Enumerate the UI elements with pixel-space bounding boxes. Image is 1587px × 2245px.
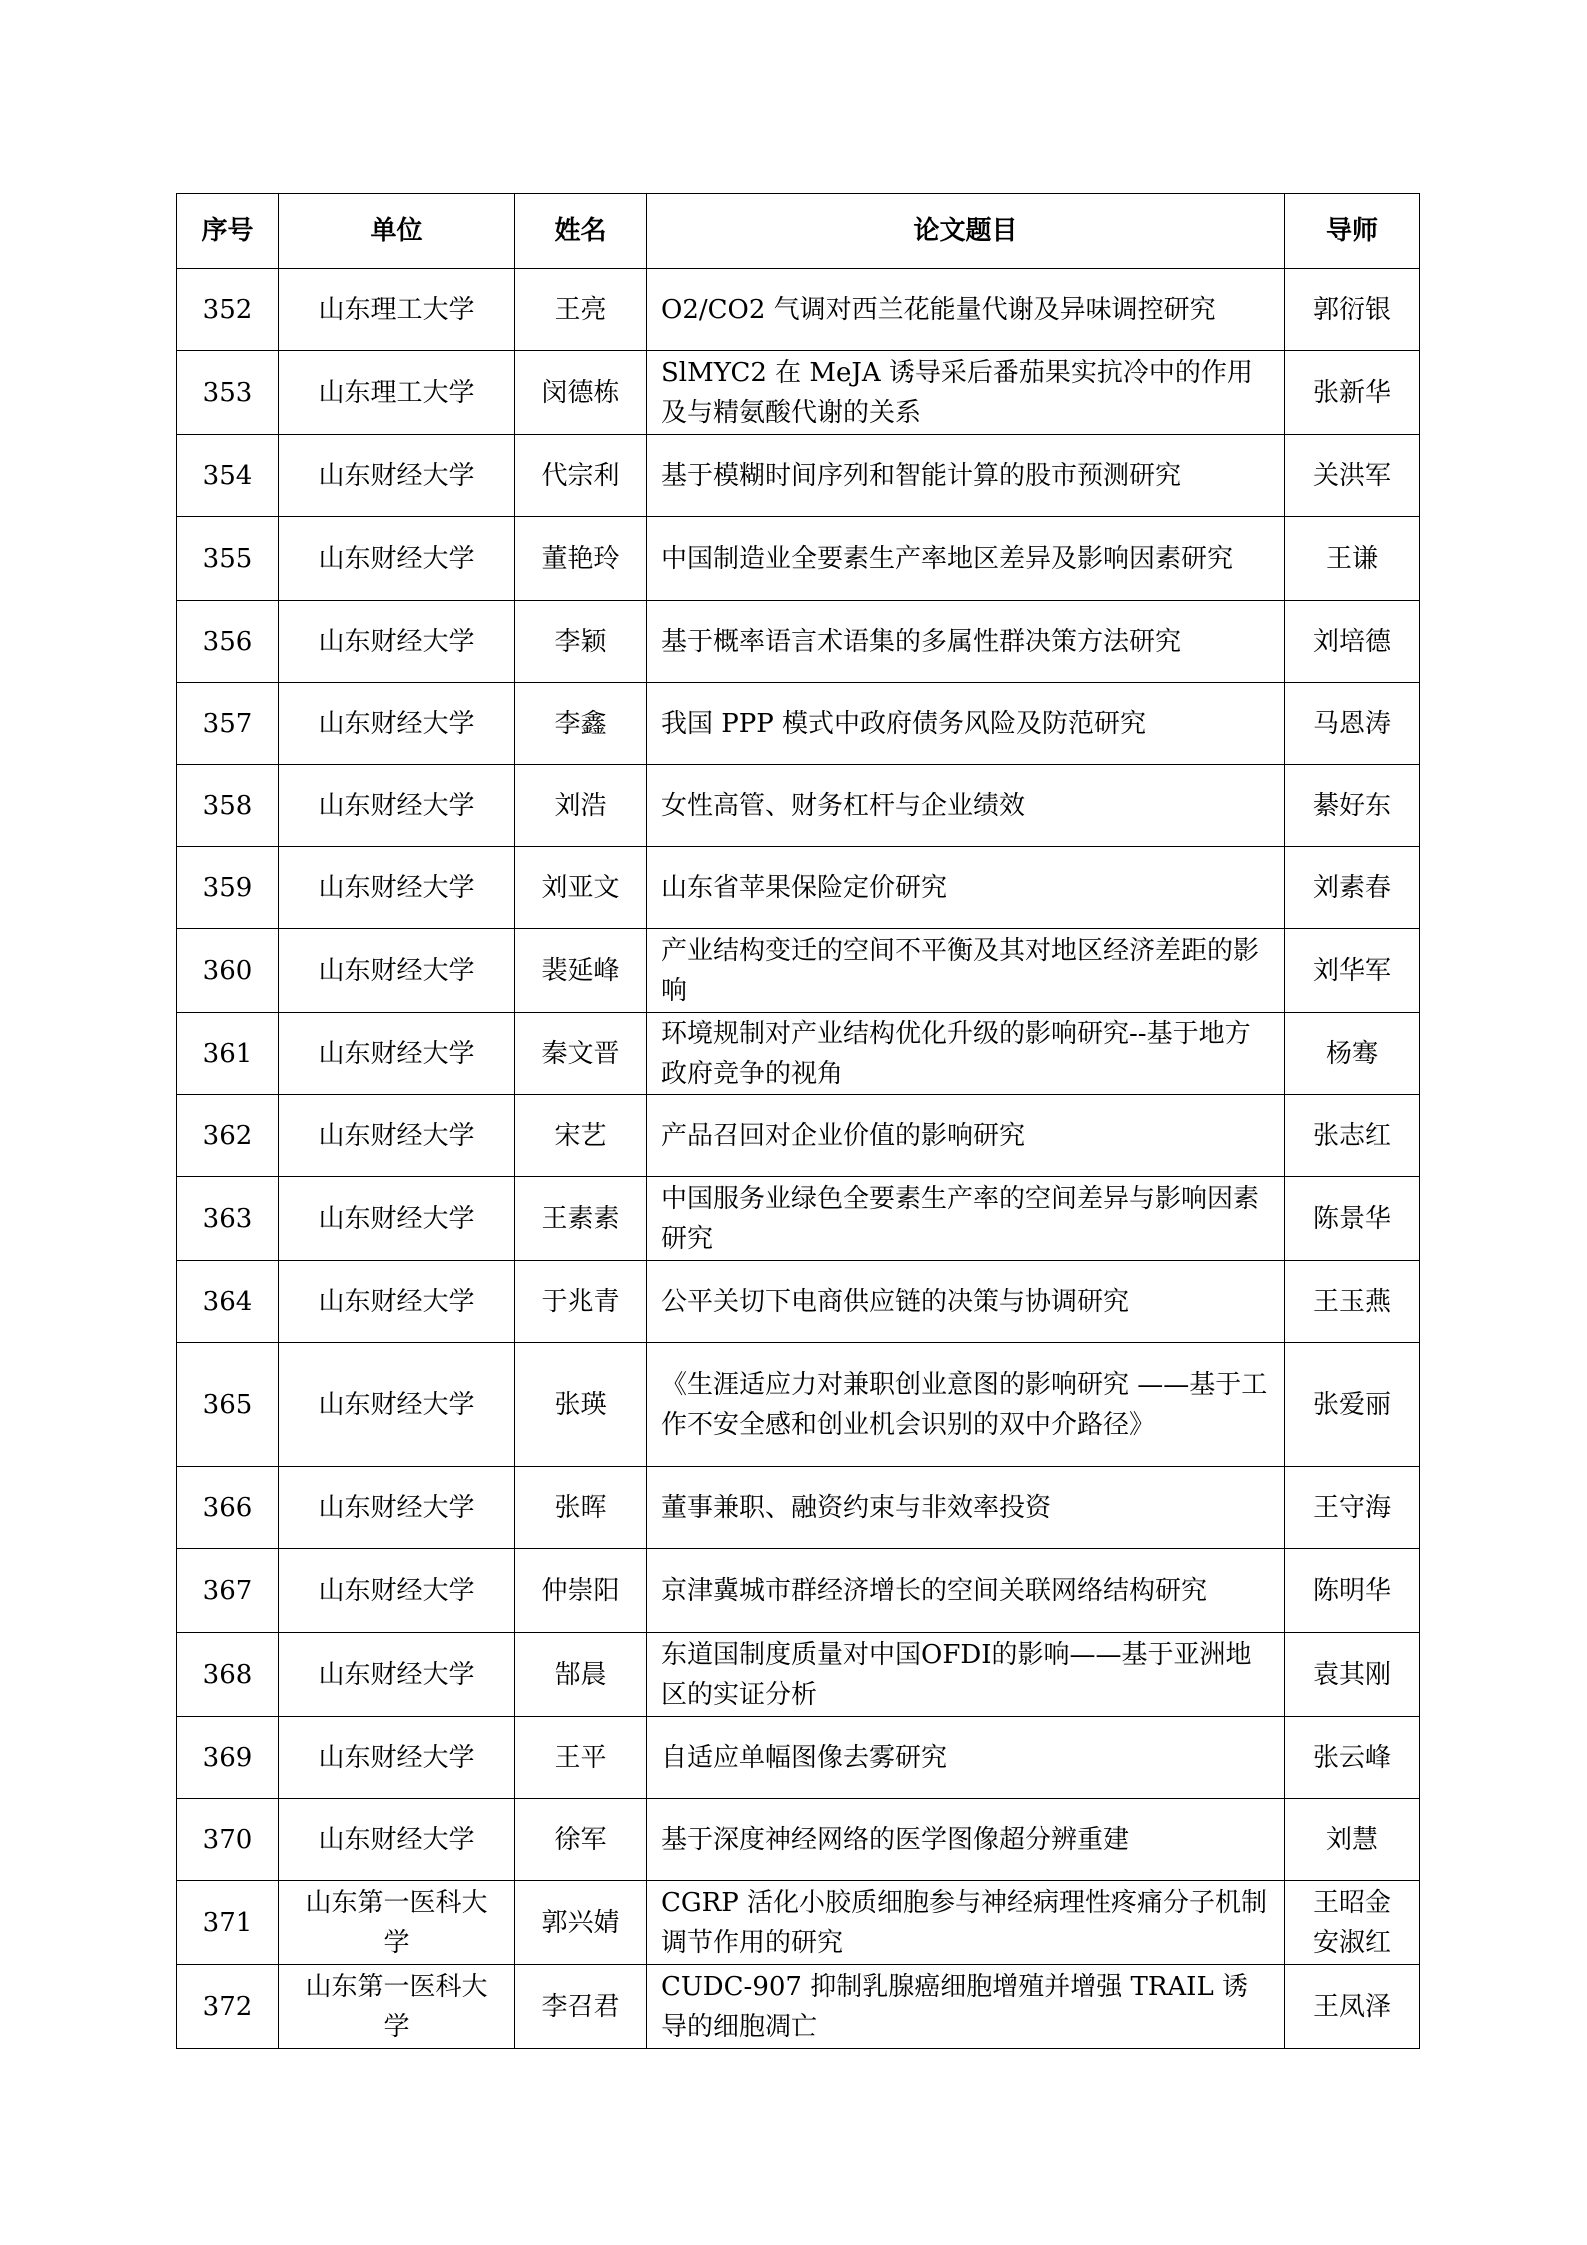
cell-unit: 山东理工大学 (279, 351, 515, 435)
cell-title: 我国 PPP 模式中政府债务风险及防范研究 (647, 683, 1285, 765)
cell-advisor: 王玉燕 (1285, 1261, 1420, 1343)
cell-unit: 山东财经大学 (279, 517, 515, 601)
cell-advisor: 马恩涛 (1285, 683, 1420, 765)
cell-name: 张晖 (515, 1467, 647, 1549)
cell-advisor: 郭衍银 (1285, 269, 1420, 351)
cell-advisor: 张爱丽 (1285, 1343, 1420, 1467)
cell-no: 360 (177, 929, 279, 1013)
cell-title: 自适应单幅图像去雾研究 (647, 1717, 1285, 1799)
table-row (177, 1717, 1420, 1799)
header-no: 序号 (177, 194, 279, 269)
cell-advisor: 杨骞 (1285, 1013, 1420, 1095)
cell-name: 王亮 (515, 269, 647, 351)
cell-name: 李颖 (515, 601, 647, 683)
cell-no: 354 (177, 435, 279, 517)
cell-name: 仲崇阳 (515, 1549, 647, 1633)
cell-title: 基于概率语言术语集的多属性群决策方法研究 (647, 601, 1285, 683)
cell-title: 中国制造业全要素生产率地区差异及影响因素研究 (647, 517, 1285, 601)
cell-advisor: 陈明华 (1285, 1549, 1420, 1633)
cell-no: 372 (177, 1965, 279, 2049)
cell-advisor: 袁其刚 (1285, 1633, 1420, 1717)
cell-no: 358 (177, 765, 279, 847)
cell-no: 357 (177, 683, 279, 765)
cell-unit: 山东财经大学 (279, 1549, 515, 1633)
cell-title: 女性高管、财务杠杆与企业绩效 (647, 765, 1285, 847)
cell-no: 369 (177, 1717, 279, 1799)
cell-title: CGRP 活化小胶质细胞参与神经病理性疼痛分子机制调节作用的研究 (647, 1881, 1285, 1965)
cell-advisor: 关洪军 (1285, 435, 1420, 517)
cell-no: 352 (177, 269, 279, 351)
cell-name: 张瑛 (515, 1343, 647, 1467)
table-row (177, 1549, 1420, 1633)
cell-no: 365 (177, 1343, 279, 1467)
cell-no: 364 (177, 1261, 279, 1343)
table-row (177, 1965, 1420, 2049)
cell-unit: 山东财经大学 (279, 765, 515, 847)
cell-no: 361 (177, 1013, 279, 1095)
cell-no: 359 (177, 847, 279, 929)
cell-name: 王素素 (515, 1177, 647, 1261)
cell-title: 公平关切下电商供应链的决策与协调研究 (647, 1261, 1285, 1343)
table-row (177, 765, 1420, 847)
cell-name: 刘亚文 (515, 847, 647, 929)
cell-title: 《生涯适应力对兼职创业意图的影响研究 ——基于工作不安全感和创业机会识别的双中介路径》 (647, 1343, 1285, 1467)
cell-name: 裴延峰 (515, 929, 647, 1013)
cell-no: 366 (177, 1467, 279, 1549)
cell-title: 董事兼职、融资约束与非效率投资 (647, 1467, 1285, 1549)
cell-title: 京津冀城市群经济增长的空间关联网络结构研究 (647, 1549, 1285, 1633)
cell-unit: 山东财经大学 (279, 1343, 515, 1467)
cell-title: SlMYC2 在 MeJA 诱导采后番茄果实抗冷中的作用及与精氨酸代谢的关系 (647, 351, 1285, 435)
cell-no: 368 (177, 1633, 279, 1717)
table-row (177, 1343, 1420, 1467)
cell-unit: 山东财经大学 (279, 435, 515, 517)
cell-advisor: 刘华军 (1285, 929, 1420, 1013)
cell-no: 356 (177, 601, 279, 683)
cell-title: 东道国制度质量对中国OFDI的影响——基于亚洲地区的实证分析 (647, 1633, 1285, 1717)
cell-title: O2/CO2 气调对西兰花能量代谢及异味调控研究 (647, 269, 1285, 351)
cell-unit: 山东第一医科大学 (279, 1881, 515, 1965)
cell-advisor: 刘慧 (1285, 1799, 1420, 1881)
table-row (177, 1467, 1420, 1549)
cell-advisor: 陈景华 (1285, 1177, 1420, 1261)
cell-no: 371 (177, 1881, 279, 1965)
cell-name: 王平 (515, 1717, 647, 1799)
table-row (177, 269, 1420, 351)
cell-title: CUDC-907 抑制乳腺癌细胞增殖并增强 TRAIL 诱导的细胞凋亡 (647, 1965, 1285, 2049)
cell-no: 355 (177, 517, 279, 601)
header-name: 姓名 (515, 194, 647, 269)
table-row (177, 1633, 1420, 1717)
header-advisor: 导师 (1285, 194, 1420, 269)
cell-unit: 山东财经大学 (279, 1013, 515, 1095)
cell-advisor: 刘培德 (1285, 601, 1420, 683)
cell-no: 353 (177, 351, 279, 435)
cell-unit: 山东财经大学 (279, 683, 515, 765)
table-row (177, 1177, 1420, 1261)
table-row (177, 929, 1420, 1013)
cell-title: 中国服务业绿色全要素生产率的空间差异与影响因素研究 (647, 1177, 1285, 1261)
cell-no: 370 (177, 1799, 279, 1881)
table-row (177, 517, 1420, 601)
cell-name: 于兆青 (515, 1261, 647, 1343)
table-row (177, 351, 1420, 435)
cell-no: 367 (177, 1549, 279, 1633)
cell-advisor: 王谦 (1285, 517, 1420, 601)
cell-name: 秦文晋 (515, 1013, 647, 1095)
cell-title: 山东省苹果保险定价研究 (647, 847, 1285, 929)
cell-unit: 山东财经大学 (279, 1799, 515, 1881)
cell-unit: 山东财经大学 (279, 1467, 515, 1549)
cell-name: 董艳玲 (515, 517, 647, 601)
cell-no: 363 (177, 1177, 279, 1261)
cell-unit: 山东财经大学 (279, 1261, 515, 1343)
cell-name: 刘浩 (515, 765, 647, 847)
cell-name: 郜晨 (515, 1633, 647, 1717)
cell-name: 李召君 (515, 1965, 647, 2049)
cell-title: 环境规制对产业结构优化升级的影响研究--基于地方政府竞争的视角 (647, 1013, 1285, 1095)
cell-unit: 山东财经大学 (279, 601, 515, 683)
cell-title: 基于深度神经网络的医学图像超分辨重建 (647, 1799, 1285, 1881)
cell-unit: 山东财经大学 (279, 929, 515, 1013)
cell-name: 徐军 (515, 1799, 647, 1881)
cell-name: 宋艺 (515, 1095, 647, 1177)
cell-title: 产业结构变迁的空间不平衡及其对地区经济差距的影响 (647, 929, 1285, 1013)
table-row (177, 1881, 1420, 1965)
cell-advisor: 王凤泽 (1285, 1965, 1420, 2049)
cell-advisor: 王守海 (1285, 1467, 1420, 1549)
cell-name: 代宗利 (515, 435, 647, 517)
cell-advisor: 张志红 (1285, 1095, 1420, 1177)
cell-unit: 山东财经大学 (279, 1177, 515, 1261)
table-row (177, 1261, 1420, 1343)
cell-unit: 山东财经大学 (279, 1717, 515, 1799)
cell-advisor: 王昭金 安淑红 (1285, 1881, 1420, 1965)
cell-advisor: 綦好东 (1285, 765, 1420, 847)
cell-unit: 山东财经大学 (279, 1633, 515, 1717)
cell-name: 李鑫 (515, 683, 647, 765)
cell-title: 产品召回对企业价值的影响研究 (647, 1095, 1285, 1177)
cell-name: 郭兴婧 (515, 1881, 647, 1965)
table-body (177, 269, 1420, 2049)
cell-unit: 山东财经大学 (279, 847, 515, 929)
header-unit: 单位 (279, 194, 515, 269)
cell-unit: 山东理工大学 (279, 269, 515, 351)
table-row (177, 683, 1420, 765)
cell-advisor: 张云峰 (1285, 1717, 1420, 1799)
table-row (177, 1013, 1420, 1095)
cell-advisor: 张新华 (1285, 351, 1420, 435)
cell-no: 362 (177, 1095, 279, 1177)
cell-name: 闵德栋 (515, 351, 647, 435)
table-row (177, 1095, 1420, 1177)
table-row (177, 1799, 1420, 1881)
table-header-row (177, 194, 1420, 269)
cell-unit: 山东财经大学 (279, 1095, 515, 1177)
header-title: 论文题目 (647, 194, 1285, 269)
cell-unit: 山东第一医科大学 (279, 1965, 515, 2049)
table-row (177, 601, 1420, 683)
thesis-list-table (176, 193, 1420, 2049)
cell-title: 基于模糊时间序列和智能计算的股市预测研究 (647, 435, 1285, 517)
table-row (177, 435, 1420, 517)
table-row (177, 847, 1420, 929)
cell-advisor: 刘素春 (1285, 847, 1420, 929)
